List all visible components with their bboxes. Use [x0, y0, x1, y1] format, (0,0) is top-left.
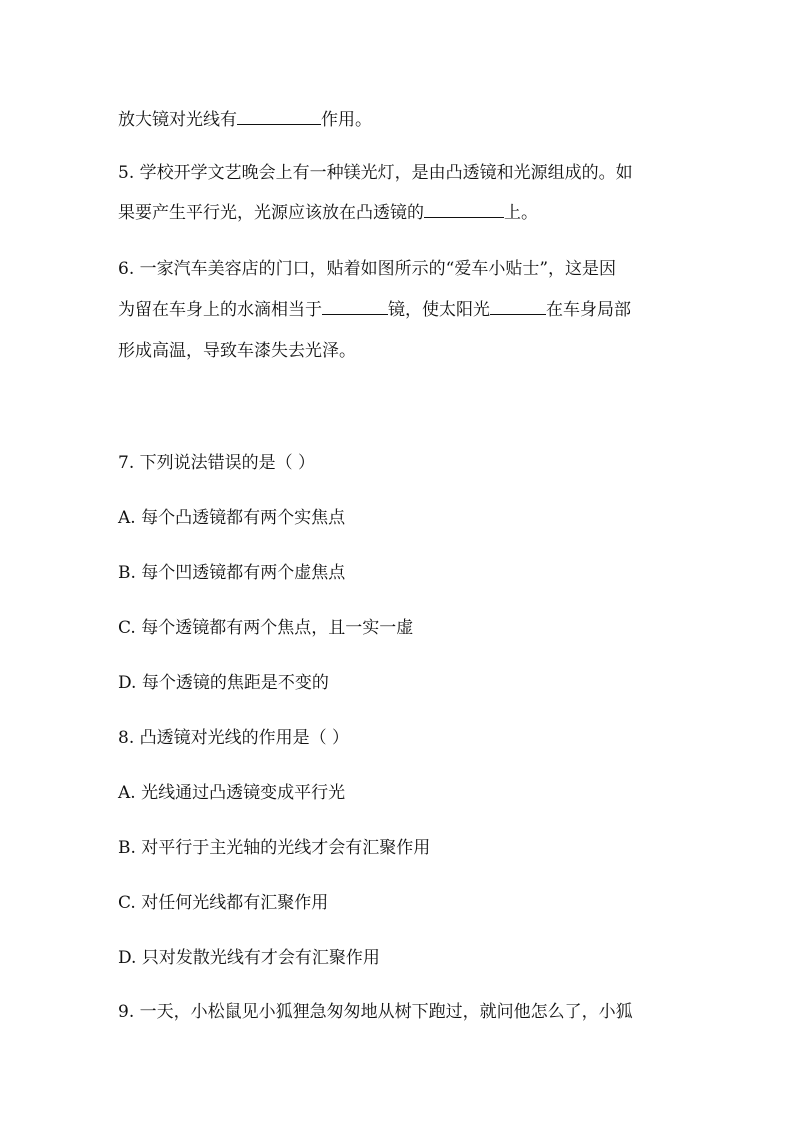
text-segment: 上。 [504, 203, 538, 223]
question-8-option-a[interactable]: A. 光线通过凸透镜变成平行光 [118, 783, 346, 803]
question-8-option-d[interactable]: D. 只对发散光线有才会有汇聚作用 [118, 948, 380, 968]
question-8-option-b[interactable]: B. 对平行于主光轴的光线才会有汇聚作用 [118, 838, 431, 858]
question-6-line-3: 形成高温，导致车漆失去光泽。 [118, 341, 356, 361]
question-8-option-c[interactable]: C. 对任何光线都有汇聚作用 [118, 893, 329, 913]
question-5-line-2 [118, 201, 538, 224]
answer-blank[interactable] [490, 298, 546, 315]
question-7-option-c[interactable]: C. 每个透镜都有两个焦点，且一实一虚 [118, 618, 414, 638]
text-segment: 镜，使太阳光 [388, 300, 490, 320]
text-segment: 作用。 [321, 110, 372, 130]
question-5-line-1: 5. 学校开学文艺晚会上有一种镁光灯，是由凸透镜和光源组成的。如 [118, 163, 633, 183]
text-segment: 放大镜对光线有 [118, 110, 237, 130]
text-segment: 在车身局部 [546, 300, 631, 320]
answer-blank[interactable] [322, 298, 388, 315]
question-6-line-1: 6. 一家汽车美容店的门口，贴着如图所示的“爱车小贴士”，这是因 [118, 259, 617, 279]
question-9-line-1: 9. 一天，小松鼠见小狐狸急匆匆地从树下跑过，就问他怎么了，小狐 [118, 1002, 633, 1022]
question-6-line-2 [118, 298, 631, 321]
text-segment: 果要产生平行光，光源应该放在凸透镜的 [118, 203, 424, 223]
text-segment: 为留在车身上的水滴相当于 [118, 300, 322, 320]
question-7-stem: 7. 下列说法错误的是（ ） [118, 453, 316, 473]
question-7-option-b[interactable]: B. 每个凹透镜都有两个虚焦点 [118, 563, 346, 583]
question-8-stem: 8. 凸透镜对光线的作用是（ ） [118, 728, 350, 748]
fill-in-line-magnifier [118, 108, 372, 131]
answer-blank[interactable] [424, 201, 504, 218]
question-7-option-d[interactable]: D. 每个透镜的焦距是不变的 [118, 673, 329, 693]
question-7-option-a[interactable]: A. 每个凸透镜都有两个实焦点 [118, 508, 346, 528]
answer-blank[interactable] [237, 108, 321, 125]
